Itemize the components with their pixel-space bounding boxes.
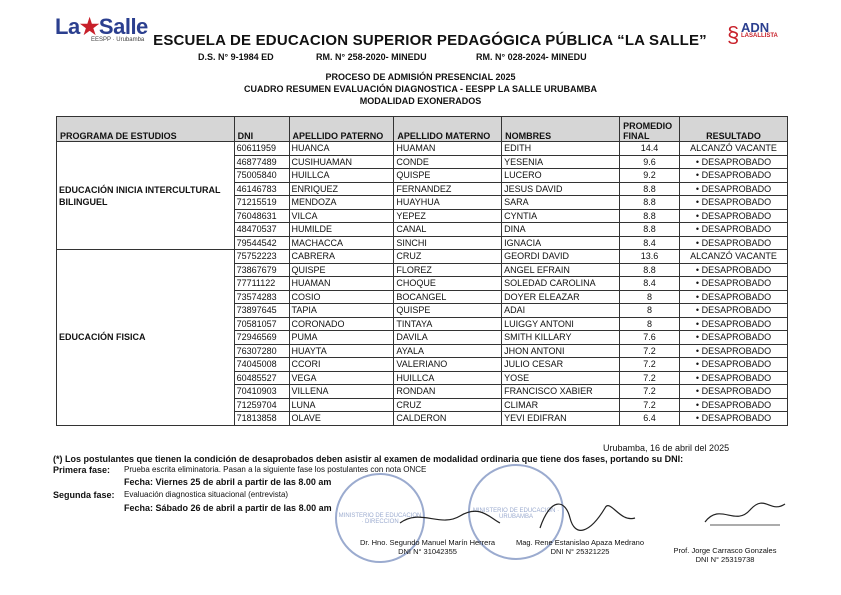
lasalle-logo-text: La★Salle	[55, 14, 148, 39]
cell-dni: 77711122	[234, 277, 289, 291]
cell-dni: 76307280	[234, 344, 289, 358]
signer-3-name: Prof. Jorge Carrasco Gonzales	[673, 546, 777, 555]
header-programa: PROGRAMA DE ESTUDIOS	[57, 117, 235, 142]
cell-apellido-materno: SINCHI	[394, 236, 502, 250]
desaprobados-note: (*) Los postulantes que tienen la condición de desaprobados deben asistir al examen de modalidad ordinaria que tiene dos fases, portando su DNI:	[53, 454, 684, 464]
cell-apellido-materno: HUAYHUA	[394, 196, 502, 210]
cell-promedio: 7.2	[620, 344, 680, 358]
cell-promedio: 7.6	[620, 331, 680, 345]
header-nombres: NOMBRES	[502, 117, 620, 142]
cell-apellido-materno: CRUZ	[394, 398, 502, 412]
ds-number: D.S. N° 9-1984 ED	[198, 52, 274, 62]
process-title: PROCESO DE ADMISIÓN PRESENCIAL 2025	[325, 72, 516, 82]
cell-apellido-paterno: MENDOZA	[289, 196, 394, 210]
cell-nombres: SARA	[502, 196, 620, 210]
cell-promedio: 8.8	[620, 209, 680, 223]
dna-helix-icon: §	[727, 22, 740, 47]
phase1-label: Primera fase:	[53, 465, 111, 475]
cell-resultado: ALCANZÓ VACANTE	[680, 250, 788, 264]
cell-apellido-materno: HUAMAN	[394, 142, 502, 156]
header-dni: DNI	[234, 117, 289, 142]
cell-promedio: 8.8	[620, 182, 680, 196]
cell-nombres: ANGEL EFRAIN	[502, 263, 620, 277]
cell-apellido-materno: QUISPE	[394, 169, 502, 183]
cell-nombres: SMITH KILLARY	[502, 331, 620, 345]
cell-dni: 74045008	[234, 358, 289, 372]
cell-dni: 70581057	[234, 317, 289, 331]
signature-block-1	[340, 538, 515, 556]
cell-apellido-paterno: QUISPE	[289, 263, 394, 277]
cell-resultado: • DESAPROBADO	[680, 412, 788, 426]
cell-resultado: • DESAPROBADO	[680, 385, 788, 399]
cell-apellido-materno: VALERIANO	[394, 358, 502, 372]
summary-title: CUADRO RESUMEN EVALUACIÓN DIAGNOSTICA - EESPP LA SALLE URUBAMBA	[243, 84, 597, 94]
cell-apellido-paterno: VILCA	[289, 209, 394, 223]
results-table	[56, 116, 788, 426]
cell-nombres: YEVI EDIFRAN	[502, 412, 620, 426]
cell-apellido-paterno: HUAMAN	[289, 277, 394, 291]
cell-apellido-paterno: CUSIHUAMAN	[289, 155, 394, 169]
cell-nombres: GEORDI DAVID	[502, 250, 620, 264]
signature-scribbles	[380, 488, 680, 538]
cell-nombres: JESUS DAVID	[502, 182, 620, 196]
signature-block-3	[660, 546, 790, 564]
cell-promedio: 8	[620, 304, 680, 318]
cell-apellido-materno: QUISPE	[394, 304, 502, 318]
cell-resultado: • DESAPROBADO	[680, 263, 788, 277]
cell-resultado: • DESAPROBADO	[680, 331, 788, 345]
modality-title: MODALIDAD EXONERADOS	[359, 96, 482, 106]
table-row	[57, 142, 788, 156]
cell-resultado: • DESAPROBADO	[680, 155, 788, 169]
program-name: EDUCACIÓN INICIA INTERCULTURAL BILINGUEL	[57, 142, 235, 250]
header-apellido-paterno: APELLIDO PATERNO	[289, 117, 394, 142]
cell-promedio: 7.2	[620, 385, 680, 399]
cell-apellido-paterno: MACHACCA	[289, 236, 394, 250]
cell-nombres: FRANCISCO XABIER	[502, 385, 620, 399]
cell-resultado: • DESAPROBADO	[680, 317, 788, 331]
phase2-text: Evaluación diagnostica situacional (entrevista)	[124, 490, 289, 499]
cell-dni: 75752223	[234, 250, 289, 264]
cell-resultado: • DESAPROBADO	[680, 182, 788, 196]
cell-dni: 73897645	[234, 304, 289, 318]
cell-dni: 71259704	[234, 398, 289, 412]
cell-dni: 70410903	[234, 385, 289, 399]
cell-dni: 60611959	[234, 142, 289, 156]
cell-dni: 48470537	[234, 223, 289, 237]
cell-dni: 60485527	[234, 371, 289, 385]
institution-title: ESCUELA DE EDUCACION SUPERIOR PEDAGÓGICA PÚBLICA “LA SALLE”	[153, 32, 707, 49]
cell-apellido-paterno: ENRIQUEZ	[289, 182, 394, 196]
cell-nombres: IGNACIA	[502, 236, 620, 250]
cell-apellido-paterno: PUMA	[289, 331, 394, 345]
cell-apellido-paterno: CCORI	[289, 358, 394, 372]
cell-apellido-materno: DAVILA	[394, 331, 502, 345]
cell-nombres: JHON ANTONI	[502, 344, 620, 358]
cell-dni: 76048631	[234, 209, 289, 223]
rm-number-1: RM. N° 258-2020- MINEDU	[316, 52, 427, 62]
cell-apellido-paterno: HUMILDE	[289, 223, 394, 237]
cell-resultado: • DESAPROBADO	[680, 169, 788, 183]
cell-resultado: • DESAPROBADO	[680, 304, 788, 318]
signature-block-2	[505, 538, 655, 556]
cell-apellido-paterno: VEGA	[289, 371, 394, 385]
cell-resultado: • DESAPROBADO	[680, 371, 788, 385]
cell-dni: 46146783	[234, 182, 289, 196]
cell-nombres: EDITH	[502, 142, 620, 156]
signer-1-name: Dr. Hno. Segundo Manuel Marín Herrera	[359, 538, 496, 547]
cell-dni: 71215519	[234, 196, 289, 210]
cell-promedio: 9.2	[620, 169, 680, 183]
cell-apellido-materno: CANAL	[394, 223, 502, 237]
header-resultado: RESULTADO	[680, 117, 788, 142]
cell-apellido-materno: FERNANDEZ	[394, 182, 502, 196]
cell-apellido-materno: RONDAN	[394, 385, 502, 399]
cell-promedio: 7.2	[620, 358, 680, 372]
signer-2-name: Mag. Rene Estanislao Apaza Medrano	[516, 538, 644, 547]
cell-apellido-materno: CALDERON	[394, 412, 502, 426]
cell-resultado: ALCANZÓ VACANTE	[680, 142, 788, 156]
cell-resultado: • DESAPROBADO	[680, 236, 788, 250]
cell-promedio: 8.4	[620, 277, 680, 291]
cell-nombres: ADAI	[502, 304, 620, 318]
cell-nombres: LUCERO	[502, 169, 620, 183]
signature-3-scribble	[700, 492, 790, 532]
signer-1-dni: DNI N° 31042355	[398, 547, 457, 556]
cell-resultado: • DESAPROBADO	[680, 223, 788, 237]
cell-resultado: • DESAPROBADO	[680, 290, 788, 304]
phase1-text: Prueba escrita eliminatoria. Pasan a la siguiente fase los postulantes con nota ONCE	[124, 465, 427, 474]
seal-left-text: MINISTERIO DE EDUCACION · DIRECCION	[338, 513, 422, 525]
cell-resultado: • DESAPROBADO	[680, 398, 788, 412]
cell-dni: 71813858	[234, 412, 289, 426]
signer-3-dni: DNI N° 25319738	[695, 555, 755, 564]
table-row	[57, 250, 788, 264]
cell-promedio: 8.8	[620, 196, 680, 210]
cell-nombres: YESENIA	[502, 155, 620, 169]
cell-dni: 75005840	[234, 169, 289, 183]
cell-apellido-materno: CRUZ	[394, 250, 502, 264]
header-promedio-final: PROMEDIO FINAL	[620, 117, 680, 142]
cell-promedio: 7.2	[620, 371, 680, 385]
rm-number-2: RM. N° 028-2024- MINEDU	[476, 52, 587, 62]
cell-resultado: • DESAPROBADO	[680, 358, 788, 372]
cell-apellido-paterno: HUILLCA	[289, 169, 394, 183]
cell-apellido-paterno: TAPIA	[289, 304, 394, 318]
cell-nombres: DINA	[502, 223, 620, 237]
cell-nombres: DOYER ELEAZAR	[502, 290, 620, 304]
program-name: EDUCACIÓN FISICA	[57, 250, 235, 426]
cell-apellido-materno: AYALA	[394, 344, 502, 358]
cell-nombres: JULIO CESAR	[502, 358, 620, 372]
cell-nombres: YOSE	[502, 371, 620, 385]
cell-dni: 46877489	[234, 155, 289, 169]
signer-2-dni: DNI N° 25321225	[550, 547, 610, 556]
cell-apellido-paterno: COSIO	[289, 290, 394, 304]
cell-resultado: • DESAPROBADO	[680, 209, 788, 223]
cell-dni: 73867679	[234, 263, 289, 277]
cell-apellido-paterno: OLAVE	[289, 412, 394, 426]
cell-resultado: • DESAPROBADO	[680, 196, 788, 210]
signature-1	[400, 511, 500, 523]
cell-apellido-paterno: VILLENA	[289, 385, 394, 399]
phase2-date: Fecha: Sábado 26 de abril a partir de las 8.00 am	[124, 503, 332, 513]
cell-apellido-materno: CHOQUE	[394, 277, 502, 291]
phase2-label: Segunda fase:	[53, 490, 115, 500]
cell-resultado: • DESAPROBADO	[680, 344, 788, 358]
cell-promedio: 6.4	[620, 412, 680, 426]
cell-promedio: 7.2	[620, 398, 680, 412]
cell-resultado: • DESAPROBADO	[680, 277, 788, 291]
adn-lasallista-logo	[727, 20, 787, 64]
cell-apellido-materno: FLOREZ	[394, 263, 502, 277]
lasalle-logo-sub: EESPP · Urubamba	[91, 37, 145, 43]
adn-logo-sub: LASALLISTA	[741, 33, 778, 39]
place-date: Urubamba, 16 de abril del 2025	[603, 443, 730, 453]
cell-nombres: CLIMAR	[502, 398, 620, 412]
cell-promedio: 9.6	[620, 155, 680, 169]
cell-promedio: 8.8	[620, 223, 680, 237]
cell-dni: 73574283	[234, 290, 289, 304]
signature-2	[540, 504, 635, 530]
cell-apellido-materno: YEPEZ	[394, 209, 502, 223]
cell-promedio: 8.8	[620, 263, 680, 277]
cell-nombres: SOLEDAD CAROLINA	[502, 277, 620, 291]
table-header-row	[57, 117, 788, 142]
cell-apellido-paterno: HUANCA	[289, 142, 394, 156]
cell-apellido-paterno: CABRERA	[289, 250, 394, 264]
cell-apellido-materno: TINTAYA	[394, 317, 502, 331]
cell-promedio: 8.4	[620, 236, 680, 250]
cell-apellido-paterno: LUNA	[289, 398, 394, 412]
cell-nombres: LUIGGY ANTONI	[502, 317, 620, 331]
cell-apellido-materno: CONDE	[394, 155, 502, 169]
cell-nombres: CYNTIA	[502, 209, 620, 223]
seal-right-text: MINISTERIO DE EDUCACION · URUBAMBA	[472, 508, 560, 520]
cell-promedio: 13.6	[620, 250, 680, 264]
cell-apellido-materno: BOCANGEL	[394, 290, 502, 304]
cell-dni: 79544542	[234, 236, 289, 250]
cell-promedio: 14.4	[620, 142, 680, 156]
cell-promedio: 8	[620, 290, 680, 304]
cell-apellido-paterno: CORONADO	[289, 317, 394, 331]
phase1-date: Fecha: Viernes 25 de abril a partir de las 8.00 am	[124, 477, 332, 487]
cell-apellido-paterno: HUAYTA	[289, 344, 394, 358]
cell-apellido-materno: HUILLCA	[394, 371, 502, 385]
lasalle-logo	[55, 14, 147, 56]
adn-logo-text: ADN	[741, 20, 770, 35]
cell-promedio: 8	[620, 317, 680, 331]
header-apellido-materno: APELLIDO MATERNO	[394, 117, 502, 142]
cell-dni: 72946569	[234, 331, 289, 345]
